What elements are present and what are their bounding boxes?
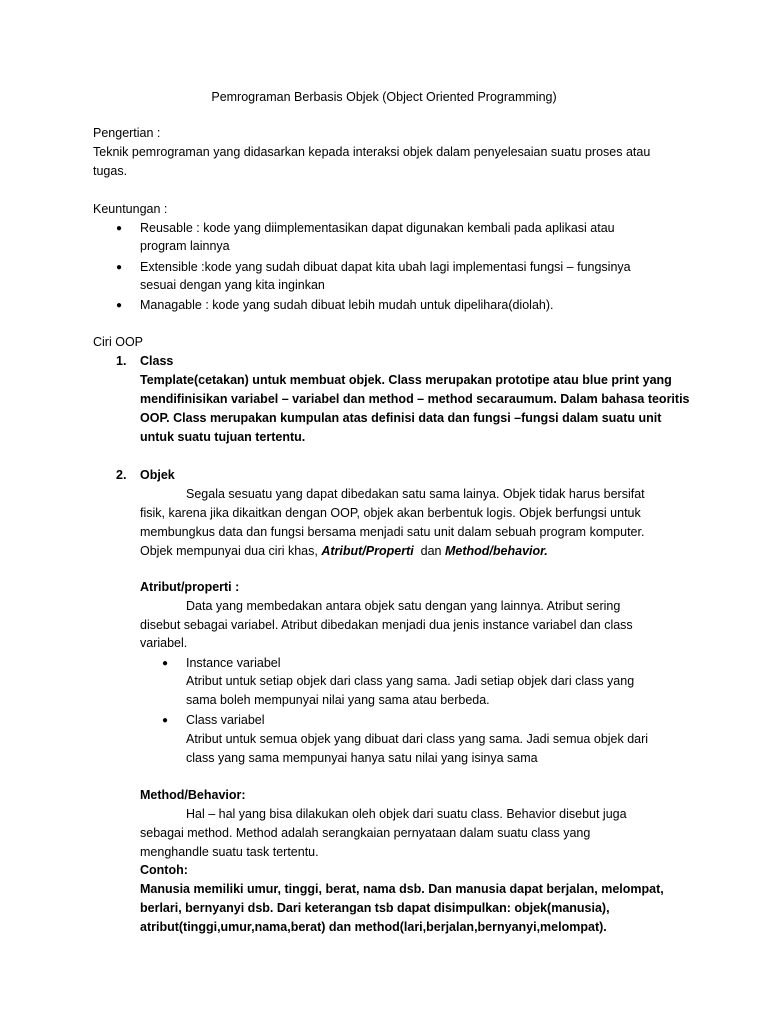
pengertian-heading: Pengertian : — [93, 126, 161, 140]
objek-line: fisik, karena jika dikaitkan dengan OOP, objek akan berbentuk logis. Objek berfungsi untuk — [140, 506, 641, 520]
list-number: 1. — [116, 354, 127, 368]
class-title: Class — [140, 354, 174, 368]
atribut-item-line: class yang sama mempunyai hanya satu nilai yang isinya sama — [186, 751, 538, 765]
method-line: menghandle suatu task tertentu. — [140, 845, 319, 859]
objek-line: Segala sesuatu yang dapat dibedakan satu sama lainya. Objek tidak harus bersifat — [186, 487, 645, 501]
objek-line-prefix: Objek mempunyai dua ciri khas, — [140, 544, 322, 558]
contoh-line: berlari, bernyanyi dsb. Dari keterangan tsb dapat disimpulkan: objek(manusia), — [140, 901, 610, 915]
document-title: Pemrograman Berbasis Objek (Object Oriented Programming) — [211, 90, 557, 104]
atribut-line: variabel. — [140, 636, 188, 650]
method-line: sebagai method. Method adalah serangkaian pernyataan dalam suatu class yang — [140, 826, 591, 840]
atribut-item-title: Class variabel — [186, 713, 265, 727]
list-number: 2. — [116, 468, 127, 482]
class-line: mendifinisikan variabel – variabel dan method – method secaraumum. Dalam bahasa teoritis — [140, 392, 690, 406]
contoh-line: atribut(tinggi,umur,nama,berat) dan method(lari,berjalan,bernyanyi,melompat). — [140, 920, 607, 934]
objek-title: Objek — [140, 468, 175, 482]
ciri-heading: Ciri OOP — [93, 335, 143, 349]
class-line: OOP. Class merupakan kumpulan atas definisi data dan fungsi –fungsi dalam suatu unit — [140, 411, 662, 425]
objek-line-mid: dan — [413, 544, 445, 558]
method-heading: Method/Behavior: — [140, 788, 246, 802]
bullet-icon: ● — [116, 262, 123, 273]
bullet-icon: ● — [162, 715, 169, 726]
keuntungan-item-line: Extensible :kode yang sudah dibuat dapat kita ubah lagi implementasi fungsi – fungsinya — [140, 260, 631, 274]
contoh-label: Contoh: — [140, 863, 188, 877]
atribut-line: disebut sebagai variabel. Atribut dibedakan menjadi dua jenis instance variabel dan class — [140, 618, 633, 632]
method-emphasis: Method/behavior. — [444, 544, 548, 558]
keuntungan-item-line: Managable : kode yang sudah dibuat lebih mudah untuk dipelihara(diolah). — [140, 298, 554, 312]
pengertian-line: tugas. — [93, 164, 128, 178]
class-line: untuk suatu tujuan tertentu. — [140, 430, 306, 444]
method-line: Hal – hal yang bisa dilakukan oleh objek dari suatu class. Behavior disebut juga — [186, 807, 627, 821]
atribut-item-title: Instance variabel — [186, 656, 281, 670]
keuntungan-item-line: program lainnya — [140, 239, 230, 253]
objek-line: membungkus data dan fungsi bersama menjadi satu unit dalam sebuah program komputer. — [140, 525, 645, 539]
atribut-item-line: Atribut untuk semua objek yang dibuat dari class yang sama. Jadi semua objek dari — [186, 732, 649, 746]
bullet-icon: ● — [116, 300, 123, 311]
bullet-icon: ● — [162, 658, 169, 669]
class-line: Template(cetakan) untuk membuat objek. Class merupakan prototipe atau blue print yang — [140, 373, 672, 387]
contoh-line: Manusia memiliki umur, tinggi, berat, nama dsb. Dan manusia dapat berjalan, melompat, — [140, 882, 664, 896]
keuntungan-item-line: sesuai dengan yang kita inginkan — [140, 278, 325, 292]
bullet-icon: ● — [116, 223, 123, 234]
atribut-item-line: sama boleh mempunyai nilai yang sama atau berbeda. — [186, 693, 490, 707]
atribut-line: Data yang membedakan antara objek satu dengan yang lainnya. Atribut sering — [186, 599, 621, 613]
objek-line-last — [140, 542, 548, 561]
keuntungan-item-line: Reusable : kode yang diimplementasikan dapat digunakan kembali pada aplikasi atau — [140, 221, 615, 235]
keuntungan-heading: Keuntungan : — [93, 202, 168, 216]
atribut-item-line: Atribut untuk setiap objek dari class yang sama. Jadi setiap objek dari class yang — [186, 674, 635, 688]
pengertian-line: Teknik pemrograman yang didasarkan kepada interaksi objek dalam penyelesaian suatu proses atau — [93, 145, 651, 159]
atribut-heading: Atribut/properti : — [140, 580, 240, 594]
atribut-emphasis: Atribut/Properti — [321, 544, 414, 558]
